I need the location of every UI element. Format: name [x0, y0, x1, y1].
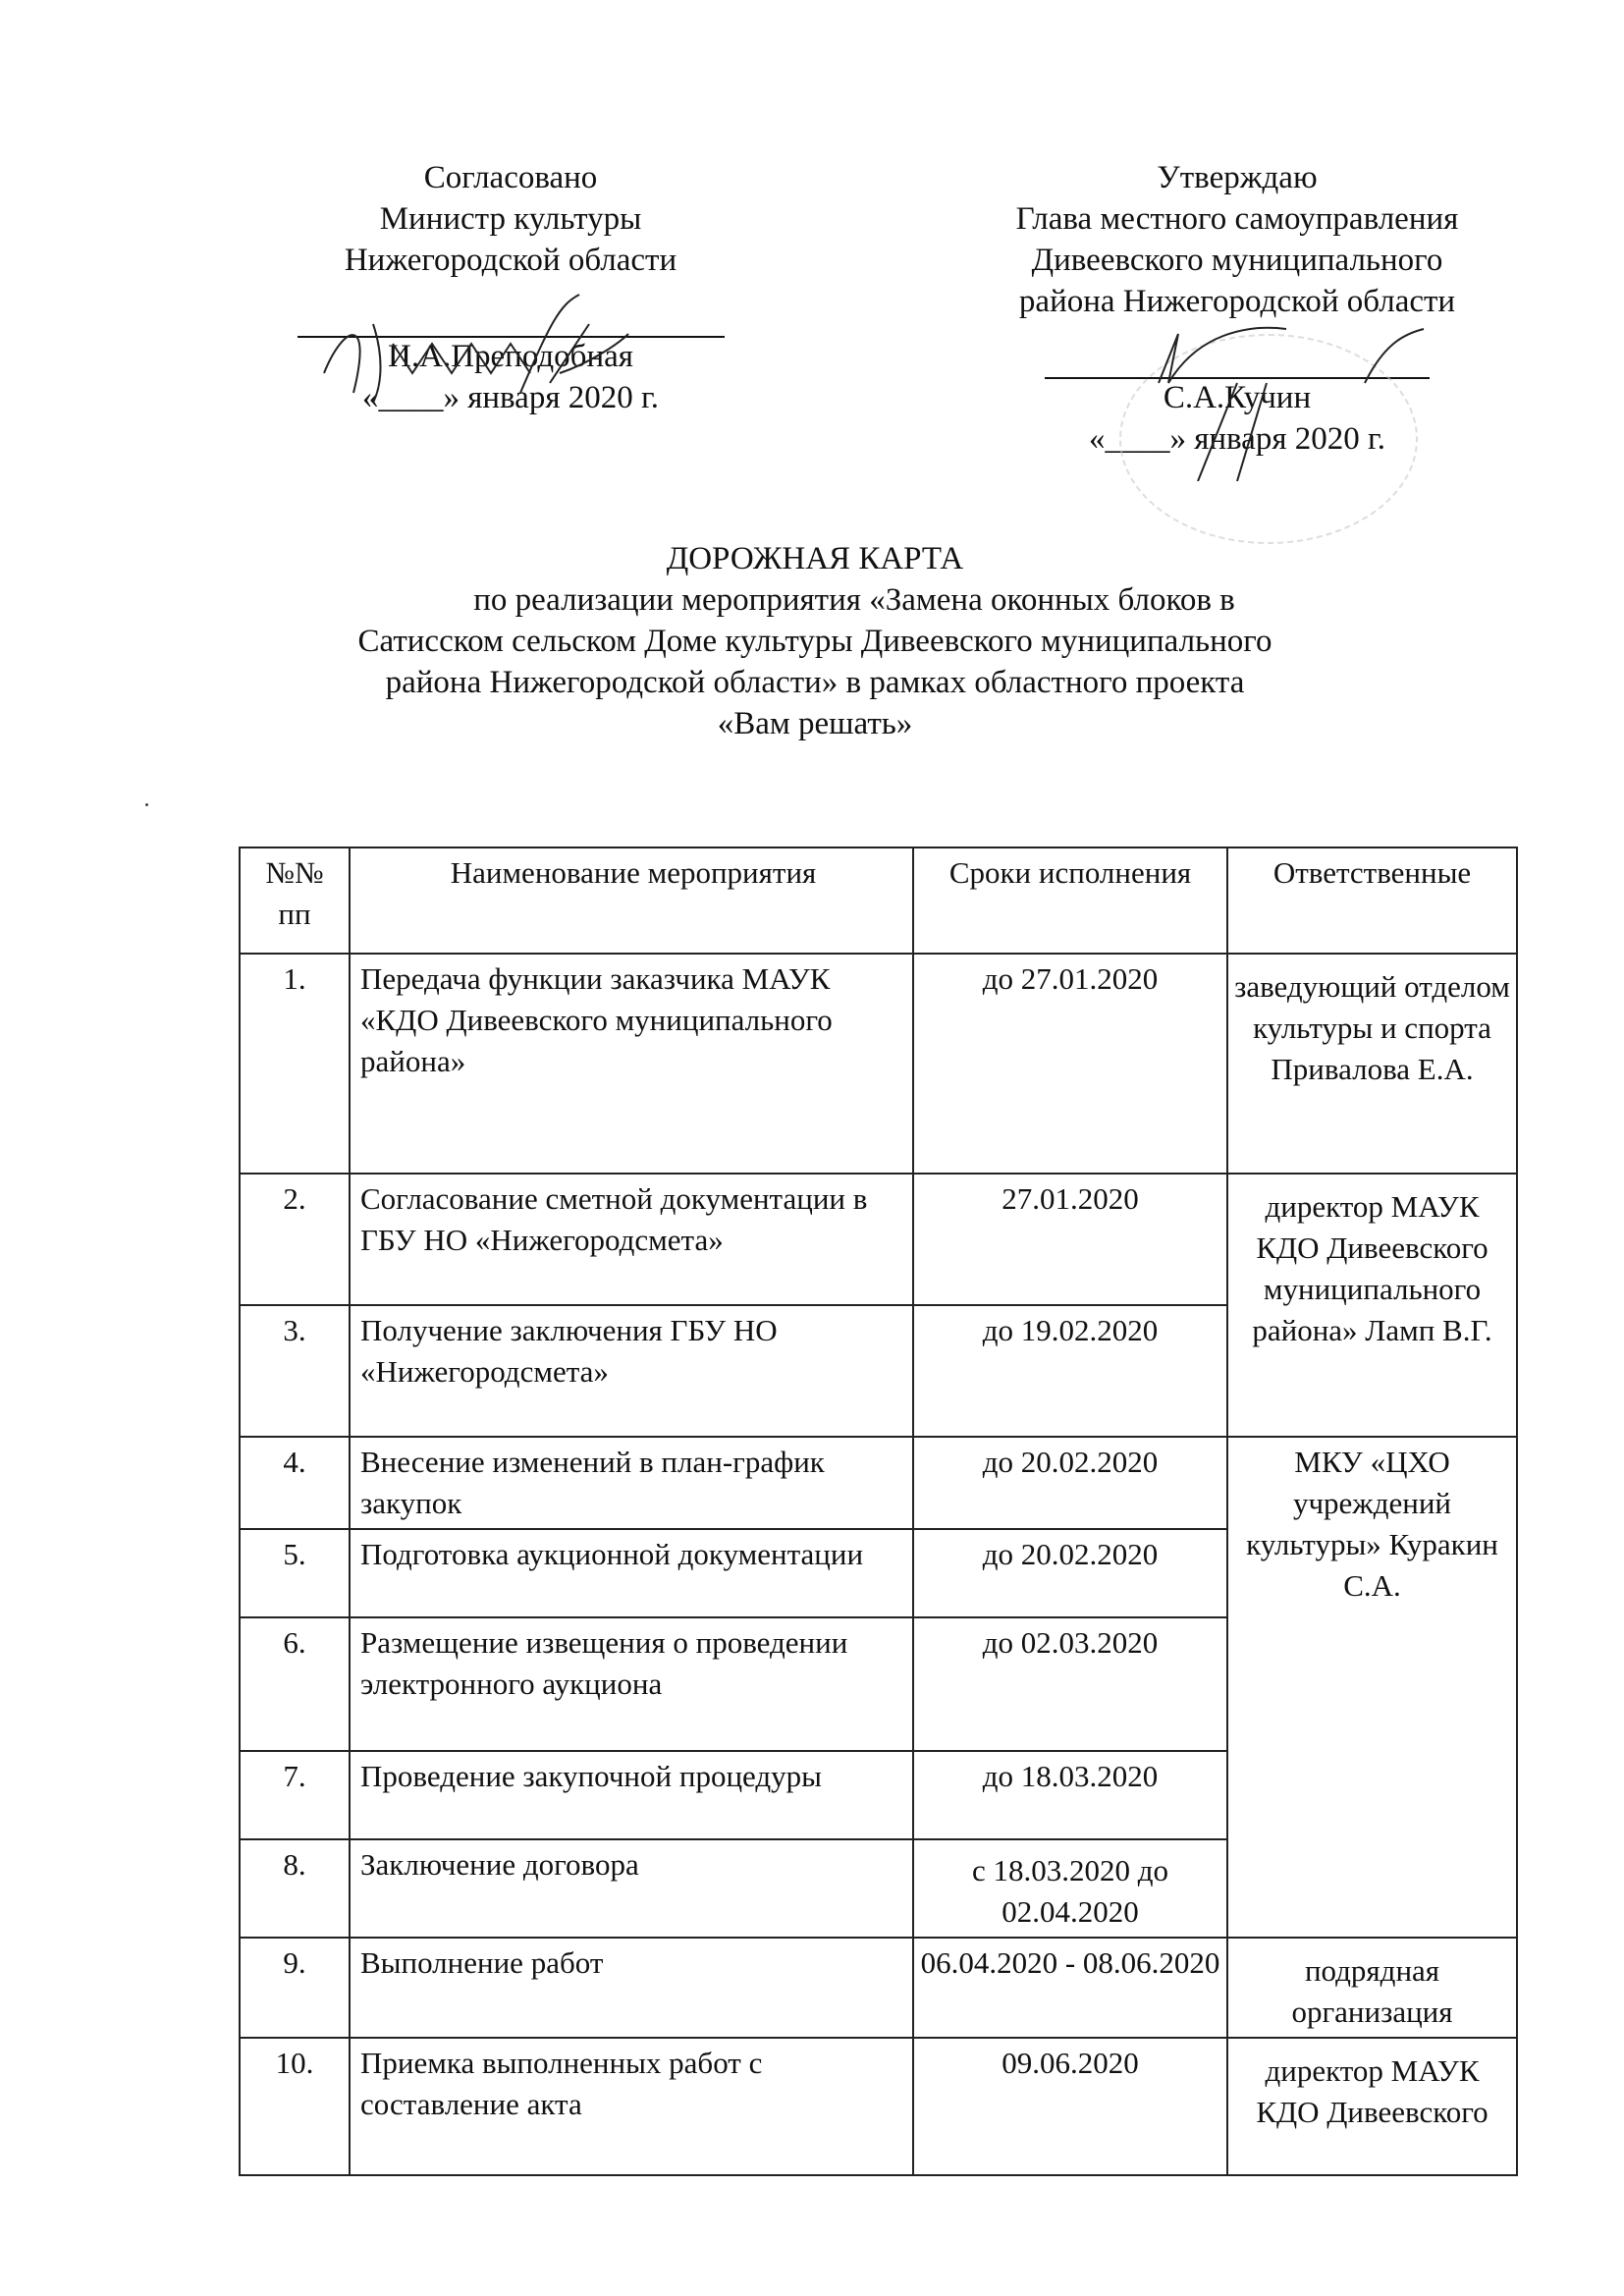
row-responsible: директор МАУК КДО Дивеевского муниципального района» Ламп В.Г. [1227, 1174, 1517, 1437]
row-num: 3. [240, 1305, 350, 1437]
row-num: 10. [240, 2038, 350, 2175]
row-name: Выполнение работ [350, 1938, 913, 2038]
row-name: Приемка выполненных работ с составление акта [350, 2038, 913, 2175]
approver-district: Дивеевского муниципального [1031, 243, 1443, 278]
approver-position: Глава местного самоуправления [1015, 201, 1459, 237]
row-num: 8. [240, 1839, 350, 1938]
row-date: 06.04.2020 - 08.06.2020 [913, 1938, 1227, 2038]
row-date: до 19.02.2020 [913, 1305, 1227, 1437]
row-name: Размещение извещения о проведении электронного аукциона [350, 1617, 913, 1751]
row-name: Получение заключения ГБУ НО «Нижегородсмета» [350, 1305, 913, 1437]
table-row [240, 2038, 1517, 2175]
row-responsible: директор МАУК КДО Дивеевского [1227, 2038, 1517, 2175]
row-name: Внесение изменений в план-график закупок [350, 1437, 913, 1529]
row-date: до 20.02.2020 [913, 1529, 1227, 1617]
roadmap-table [239, 847, 1518, 2176]
row-name: Проведение закупочной процедуры [350, 1751, 913, 1839]
row-date: 09.06.2020 [913, 2038, 1227, 2175]
title-line-2: Сатисском сельском Доме культуры Дивеевского муниципального [357, 624, 1272, 659]
title-line-4: «Вам решать» [717, 706, 913, 741]
title-line-3: района Нижегородской области» в рамках областного проекта [385, 665, 1245, 700]
approval-block-agreed [265, 157, 756, 418]
row-num: 7. [240, 1751, 350, 1839]
header-name: Наименование мероприятия [350, 847, 913, 954]
row-responsible: заведующий отделом культуры и спорта Привалова Е.А. [1227, 954, 1517, 1174]
header-date: Сроки исполнения [913, 847, 1227, 954]
row-num: 5. [240, 1529, 350, 1617]
row-date: до 27.01.2020 [913, 954, 1227, 1174]
row-num: 6. [240, 1617, 350, 1751]
approver-region: района Нижегородской области [1018, 284, 1456, 319]
row-date: 27.01.2020 [913, 1174, 1227, 1305]
row-num: 9. [240, 1938, 350, 2038]
header-responsible: Ответственные [1227, 847, 1517, 954]
row-name: Подготовка аукционной документации [350, 1529, 913, 1617]
row-date: до 20.02.2020 [913, 1437, 1227, 1529]
row-name: Согласование сметной документации в ГБУ НО «Нижегородсмета» [350, 1174, 913, 1305]
row-date: с 18.03.2020 до 02.04.2020 [913, 1839, 1227, 1938]
title-line-1: по реализации мероприятия «Замена оконных блоков в [473, 582, 1235, 618]
row-num: 4. [240, 1437, 350, 1529]
approval-date: «____» января 2020 г. [361, 380, 660, 415]
row-date: до 18.03.2020 [913, 1751, 1227, 1839]
document-title [265, 538, 1365, 744]
row-num: 2. [240, 1174, 350, 1305]
approver-position: Министр культуры [379, 201, 642, 237]
approval-heading: Согласовано [423, 160, 598, 195]
row-name: Заключение договора [350, 1839, 913, 1938]
table-row [240, 1437, 1517, 1529]
approver-name: С.А.Кучин [1163, 380, 1312, 415]
approval-heading: Утверждаю [1157, 160, 1318, 195]
row-responsible: МКУ «ЦХО учреждений культуры» Куракин С.А. [1227, 1437, 1517, 1938]
official-stamp [1119, 334, 1418, 544]
header-num: №№ пп [240, 847, 350, 954]
table-row [240, 954, 1517, 1174]
row-responsible: подрядная организация [1227, 1938, 1517, 2038]
table-row [240, 1938, 1517, 2038]
row-name: Передача функции заказчика МАУК «КДО Дивеевского муниципального района» [350, 954, 913, 1174]
title-main: ДОРОЖНАЯ КАРТА [666, 541, 964, 576]
row-num: 1. [240, 954, 350, 1174]
approver-region: Нижегородской области [344, 243, 677, 278]
table-header-row [240, 847, 1517, 954]
approval-date: «____» января 2020 г. [1088, 421, 1386, 457]
row-date: до 02.03.2020 [913, 1617, 1227, 1751]
scan-speck [145, 803, 148, 806]
approver-name: И.А.Преподобная [388, 339, 633, 374]
table-row [240, 1174, 1517, 1305]
